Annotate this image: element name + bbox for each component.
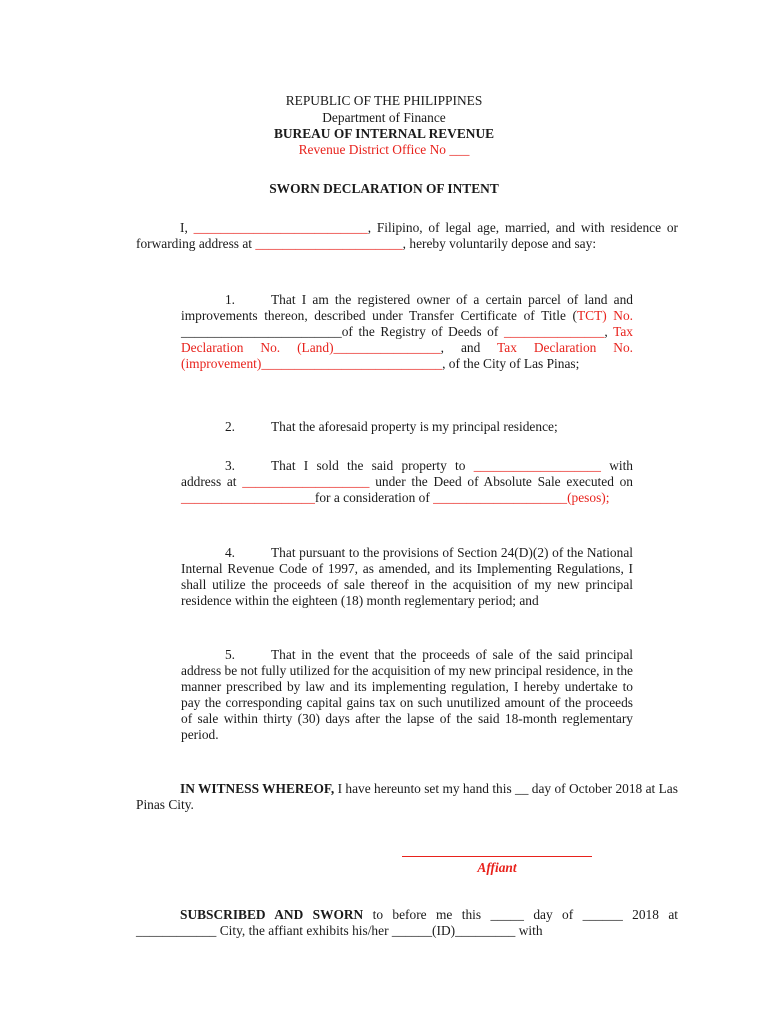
jurat-heading: SUBSCRIBED AND SWORN [180,907,364,922]
tax-declaration-improvement: Tax Declaration No. (improvement) [181,340,634,371]
witness-paragraph [136,781,678,813]
jurat-paragraph [136,907,678,939]
affiant-label: Affiant [477,860,517,875]
item-4-number: 4. [224,545,235,560]
item-2 [181,419,633,435]
item-4 [181,545,633,609]
name-blank: __________________________ [193,220,368,235]
item-1-text-5: , of the City of Las Pinas; [442,356,580,371]
item-3-number: 3. [224,458,235,473]
header-rdo: Revenue District Office No ___ [298,142,470,157]
intro-paragraph [136,220,678,252]
jurat-text: to before me this _____ day of ______ 2018 at ____________ City, the affiant exhibits his/her ______(ID)_________ with [136,907,678,938]
pesos-label: (pesos); [567,490,610,505]
tax-declaration-land: Tax Declaration No. (Land) [181,324,633,355]
document-title: SWORN DECLARATION OF INTENT [269,181,499,196]
item-2-number: 2. [224,419,235,434]
intro-i: I, [180,220,188,235]
header-department: Department of Finance [322,110,446,125]
amount-blank: ____________________ [433,490,568,505]
intro-text-1: , Filipino, of legal age, married, and with residence or forwarding address at [136,220,678,251]
tct-blank: ________________________ [181,324,342,339]
item-3 [181,458,633,506]
registry-blank: _______________ [503,324,605,339]
header-republic: REPUBLIC OF THE PHILIPPINES [285,93,483,108]
item-1-text-4: , and [440,340,498,355]
item-5-number: 5. [224,647,235,662]
land-blank: ________________ [333,340,441,355]
item-5 [181,647,633,743]
witness-heading: IN WITNESS WHEREOF, [180,781,335,796]
item-1 [181,292,633,372]
tct-label: TCT) No. [576,308,634,323]
buyer-address-blank: ___________________ [242,474,370,489]
item-1-text-1: That I am the registered owner of a certain parcel of land and improvements thereon, described under Transfer Certificate of Title ( [181,292,633,323]
item-1-number: 1. [224,292,235,307]
sale-date-blank: ____________________ [181,490,315,505]
improvement-blank: ___________________________ [261,356,443,371]
witness-text: I have hereunto set my hand this __ day of October 2018 at Las Pinas City. [136,781,678,812]
signature-line [402,856,592,857]
item-2-text: That the aforesaid property is my principal residence; [271,419,558,434]
address-blank: ______________________ [255,236,403,251]
intro-text-2: , hereby voluntarily depose and say: [402,236,597,251]
item-4-text: That pursuant to the provisions of Section 24(D)(2) of the National Internal Revenue Code of 1997, as amended, and its Implementing Regulations, I shall utilize the proceeds of sale thereof in the acquisition of my new principal residence within the eighteen (18) month reglementary period; and [181,545,633,608]
item-3-text-1: That I sold the said property to [271,458,466,473]
item-1-text-3: , [604,324,614,339]
buyer-blank: ___________________ [473,458,601,473]
item-3-text-4: for a consideration of [314,490,430,505]
item-3-text-2: with address at [181,458,633,489]
item-5-text: That in the event that the proceeds of sale of the said principal address be not fully utilized for the acquisition of my new principal residence, in the manner prescribed by law and its implementing regulation, I hereby undertake to pay the corresponding capital gains tax on such unutilized amount of the proceeds of sale within thirty (30) days after the lapse of the said 18-month reglementary period. [181,647,633,742]
item-3-text-3: under the Deed of Absolute Sale executed on [375,474,634,489]
item-1-text-2: of the Registry of Deeds of [341,324,499,339]
header-bureau: BUREAU OF INTERNAL REVENUE [273,126,495,141]
